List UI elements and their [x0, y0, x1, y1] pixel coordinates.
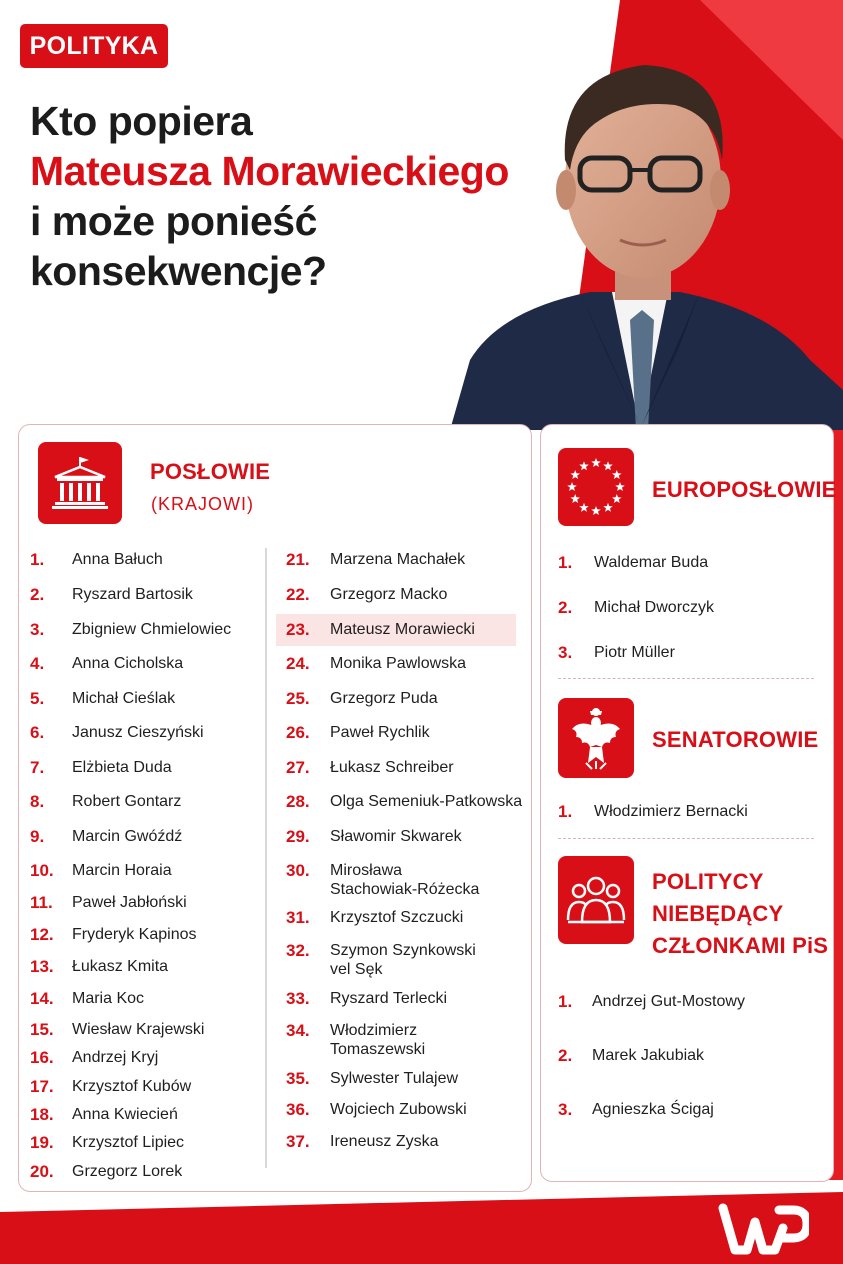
- list-item-number: 9.: [30, 827, 45, 846]
- list-item-name: Andrzej Gut-Mostowy: [592, 993, 745, 1010]
- politycy-title-line-3: CZŁONKAMI PiS: [652, 933, 829, 958]
- list-item-number: 19.: [30, 1133, 54, 1152]
- list-item-number: 3.: [558, 1100, 573, 1119]
- list-item: [30, 585, 193, 604]
- list-item-name: Fryderyk Kapinos: [72, 926, 197, 943]
- list-item-name: Marek Jakubiak: [592, 1047, 705, 1064]
- list-item-name: Michał Dworczyk: [594, 599, 715, 616]
- list-item-name: Wiesław Krajewski: [72, 1021, 205, 1038]
- list-item: [286, 723, 430, 742]
- list-item-name: Maria Koc: [72, 990, 145, 1007]
- star-shape: [591, 458, 601, 467]
- list-item-number: 25.: [286, 689, 310, 708]
- list-item-number: 24.: [286, 654, 310, 673]
- list-item-name: Monika Pawlowska: [330, 655, 467, 672]
- list-item-name: Krzysztof Szczucki: [330, 909, 464, 926]
- list-item-number: 4.: [30, 654, 45, 673]
- headline-line-3: i może ponieść: [30, 198, 317, 244]
- list-item-number: 14.: [30, 989, 54, 1008]
- politycy-title-line-1: POLITYCY: [652, 869, 764, 894]
- list-item: [286, 654, 466, 673]
- star-shape: [570, 470, 580, 479]
- list-item-name: Robert Gontarz: [72, 793, 182, 810]
- list-item-name: Włodzimierz Tomaszewski: [330, 1022, 426, 1058]
- wp-logo: [717, 1198, 809, 1260]
- europoslowie-title: EUROPOSŁOWIE: [652, 477, 837, 502]
- list-item: [286, 827, 462, 846]
- list-item-number: 1.: [558, 992, 573, 1011]
- list-item: [558, 553, 708, 572]
- list-item-number: 31.: [286, 908, 310, 927]
- list-item-name: Paweł Jabłoński: [72, 894, 187, 911]
- list-item-number: 7.: [30, 758, 45, 777]
- list-item-number: 5.: [30, 689, 45, 708]
- list-item: [30, 893, 187, 912]
- list-item-number: 18.: [30, 1105, 54, 1124]
- list-item: [558, 1046, 704, 1065]
- list-item-name: Sławomir Skwarek: [330, 828, 462, 845]
- headline-line-2: Mateusza Morawieckiego: [30, 148, 509, 194]
- parliament-building-icon: [38, 442, 122, 524]
- list-item-number: 13.: [30, 957, 54, 976]
- list-item: [30, 861, 172, 880]
- star-shape: [612, 470, 622, 479]
- list-item-number: 32.: [286, 941, 310, 960]
- list-item-number: 30.: [286, 861, 310, 880]
- list-item-number: 26.: [286, 723, 310, 742]
- list-item: [286, 758, 454, 777]
- list-item-number: 6.: [30, 723, 45, 742]
- list-item-name: Anna Bałuch: [72, 551, 163, 568]
- list-item: [286, 689, 438, 708]
- people-group-icon: [558, 856, 634, 944]
- list-item-name: Agnieszka Ścigaj: [592, 1101, 714, 1118]
- list-item-number: 28.: [286, 792, 310, 811]
- list-item: [558, 802, 748, 821]
- list-item-name: Mateusz Morawiecki: [330, 621, 475, 638]
- list-item: [286, 1132, 438, 1151]
- star-shape: [570, 494, 580, 503]
- list-item-number: 12.: [30, 925, 54, 944]
- list-item-name: Waldemar Buda: [594, 554, 709, 571]
- list-item-name: Paweł Rychlik: [330, 724, 430, 741]
- divider: [558, 678, 814, 679]
- star-shape: [615, 482, 625, 491]
- list-item-name: Zbigniew Chmielowiec: [72, 621, 232, 638]
- list-item-number: 8.: [30, 792, 45, 811]
- list-item: [286, 861, 479, 899]
- list-item-name: Włodzimierz Bernacki: [594, 803, 748, 820]
- list-item: [558, 598, 714, 617]
- list-item-name: Krzysztof Lipiec: [72, 1134, 185, 1151]
- list-item-number: 20.: [30, 1162, 54, 1181]
- list-item-name: Ryszard Terlecki: [330, 990, 448, 1007]
- list-item: [286, 1021, 425, 1059]
- column-separator: [265, 548, 267, 1168]
- list-item-number: 29.: [286, 827, 310, 846]
- list-item: [30, 1048, 158, 1067]
- list-item-number: 17.: [30, 1077, 54, 1096]
- list-item-name: Piotr Müller: [594, 644, 675, 661]
- star-shape: [579, 503, 589, 512]
- list-item: [30, 989, 144, 1008]
- list-item-name: Łukasz Kmita: [72, 958, 169, 975]
- list-item-number: 2.: [558, 598, 573, 617]
- list-item-name: Ireneusz Zyska: [330, 1133, 439, 1150]
- list-item: [276, 614, 516, 646]
- headline: [30, 96, 630, 296]
- list-item-number: 3.: [30, 620, 45, 639]
- list-item-number: 34.: [286, 1021, 310, 1040]
- list-item-name: Anna Cicholska: [72, 655, 184, 672]
- list-item-name: Andrzej Kryj: [72, 1049, 159, 1066]
- list-item: [286, 1069, 458, 1088]
- list-item: [286, 908, 463, 927]
- list-item: [30, 758, 172, 777]
- list-item-number: 2.: [558, 1046, 573, 1065]
- headline-line-4: konsekwencje?: [30, 248, 327, 294]
- list-item-number: 33.: [286, 989, 310, 1008]
- list-item: [30, 723, 204, 742]
- list-item-number: 3.: [558, 643, 573, 662]
- list-item-name: Ryszard Bartosik: [72, 586, 193, 603]
- list-item: [286, 550, 465, 569]
- poslowie-subtitle: (KRAJOWI): [151, 494, 254, 514]
- list-item: [30, 1020, 204, 1039]
- list-item: [30, 654, 183, 673]
- list-item-name: Grzegorz Lorek: [72, 1163, 183, 1180]
- list-item: [30, 827, 182, 846]
- list-item: [30, 957, 168, 976]
- list-item-number: 36.: [286, 1100, 310, 1119]
- list-item-number: 1.: [30, 550, 45, 569]
- list-item: [286, 585, 447, 604]
- list-item: [30, 689, 175, 708]
- list-item-number: 2.: [30, 585, 45, 604]
- list-item-name: Olga Semeniuk-Patkowska: [330, 793, 523, 810]
- list-item-name: Sylwester Tulajew: [330, 1070, 459, 1087]
- list-item: [558, 1100, 714, 1119]
- list-item-number: 37.: [286, 1132, 310, 1151]
- list-item-number: 11.: [30, 893, 53, 912]
- list-item-number: 16.: [30, 1048, 54, 1067]
- list-item-number: 15.: [30, 1020, 54, 1039]
- list-item-name: Grzegorz Puda: [330, 690, 438, 707]
- eu-stars-icon: [558, 448, 634, 526]
- list-item: [30, 1133, 184, 1152]
- list-item-number: 23.: [286, 620, 310, 639]
- list-item-number: 1.: [558, 553, 573, 572]
- list-item-name: Elżbieta Duda: [72, 759, 172, 776]
- list-item: [286, 1100, 467, 1119]
- list-item-name: Michał Cieślak: [72, 690, 176, 707]
- list-item-name: Szymon Szynkowski vel Sęk: [330, 942, 476, 978]
- list-item: [30, 925, 197, 944]
- category-badge: POLITYKA: [20, 24, 168, 68]
- list-item-name: Mirosława Stachowiak-Różecka: [330, 862, 480, 898]
- list-item: [30, 792, 181, 811]
- politycy-title: [652, 866, 828, 962]
- list-item-name: Anna Kwiecień: [72, 1106, 178, 1123]
- list-item-name: Janusz Cieszyński: [72, 724, 204, 741]
- politycy-title-line-2: NIEBĘDĄCY: [652, 901, 784, 926]
- list-item-name: Marcin Gwóźdź: [72, 828, 183, 845]
- headline-line-1: Kto popiera: [30, 98, 253, 144]
- list-item-name: Łukasz Schreiber: [330, 759, 454, 776]
- list-item: [286, 989, 447, 1008]
- star-shape: [603, 503, 613, 512]
- list-item-number: 10.: [30, 861, 54, 880]
- list-item-name: Krzysztof Kubów: [72, 1078, 192, 1095]
- star-shape: [591, 506, 601, 515]
- divider: [558, 838, 814, 839]
- list-item-name: Marcin Horaia: [72, 862, 172, 879]
- list-item: [30, 550, 163, 569]
- list-item-name: Grzegorz Macko: [330, 586, 448, 603]
- list-item-name: Marzena Machałek: [330, 551, 466, 568]
- list-item-number: 21.: [286, 550, 310, 569]
- list-item: [286, 941, 476, 979]
- star-shape: [567, 482, 577, 491]
- list-item: [30, 1077, 191, 1096]
- poslowie-title: POSŁOWIE: [150, 459, 271, 484]
- star-shape: [579, 461, 589, 470]
- star-shape: [612, 494, 622, 503]
- list-item-number: 35.: [286, 1069, 310, 1088]
- star-shape: [603, 461, 613, 470]
- list-item: [286, 792, 522, 811]
- list-item-name: Wojciech Zubowski: [330, 1101, 467, 1118]
- list-item-number: 1.: [558, 802, 573, 821]
- list-item: [30, 1105, 178, 1124]
- list-item-number: 22.: [286, 585, 310, 604]
- list-item: [30, 620, 231, 639]
- list-item: [558, 643, 675, 662]
- list-item: [558, 992, 745, 1011]
- white-eagle-icon: [558, 698, 634, 778]
- senatorowie-title: SENATOROWIE: [652, 727, 819, 752]
- list-item: [30, 1162, 182, 1181]
- list-item-number: 27.: [286, 758, 310, 777]
